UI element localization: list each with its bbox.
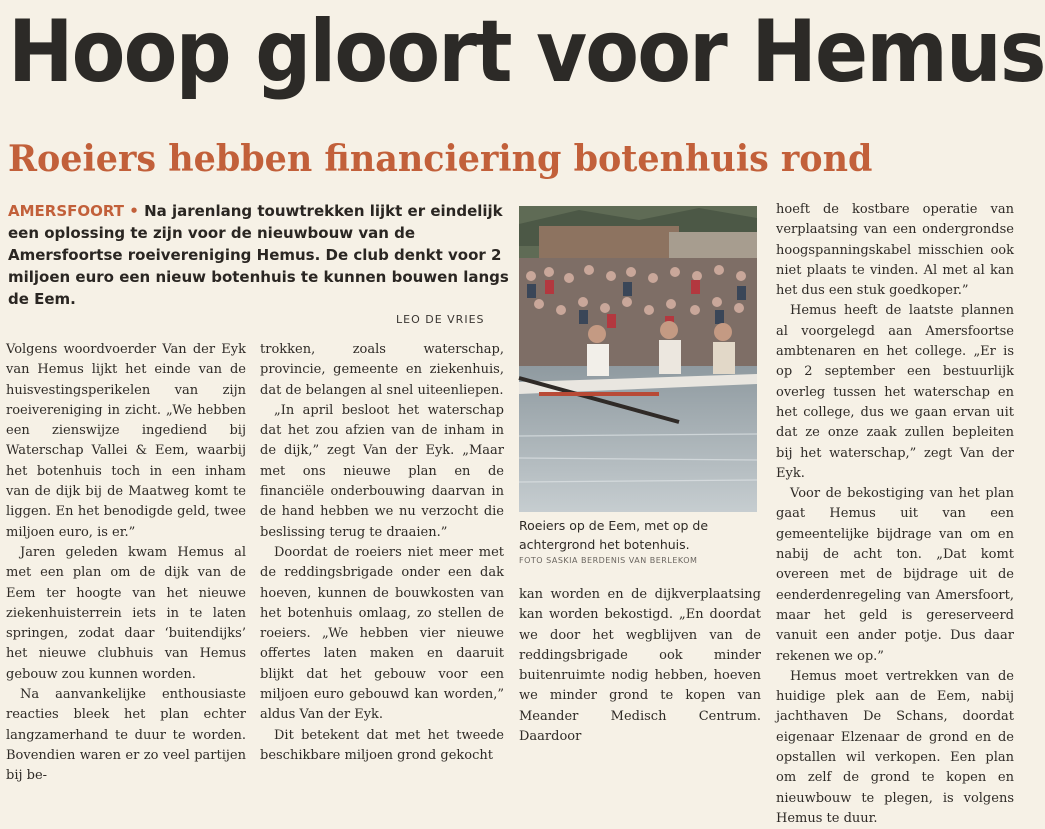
paragraph: Na aanvankelijke enthousiaste reacties bleek het plan echter langzamerhand te duur te worden. Bovendien waren er zo veel partijen bij be-: [6, 687, 246, 784]
paragraph: kan worden en de dijkverplaatsing kan worden bekostigd. „En doordat we door het wegblijven van de reddingsbrigade ook minder buitenruimte nodig hebben, hoeven we minder grond te kopen van Meander Medisch Centrum. Daardoor: [519, 587, 761, 745]
paragraph: Volgens woordvoerder Van der Eyk van Hemus lijkt het einde van de huisvestingsperikelen van zijn roeivereniging in zicht. „We hebben een zienswijze ingediend bij Waterschap Vallei & Eem, waarbij het botenhuis toch in een inham van de dijk bij de Maatweg komt te liggen. En het benodigde geld, twee miljoen euro, is er.”: [6, 342, 246, 540]
byline: LEO DE VRIES: [396, 313, 485, 326]
article-column-4: [776, 200, 1014, 826]
paragraph: Hemus heeft de laatste plannen al voorgelegd aan Amersfoortse ambtenaren en het college. „Er is op 2 september een bestuurlijk overleg tussen het waterschap en het college, dus we gaan ervan uit dat ze onze zaak zullen bepleiten bij het waterschap,” zegt Van der Eyk.: [776, 303, 1014, 481]
lead-text: Na jarenlang touwtrekken lijkt er eindelijk een oplossing te zijn voor de nieuwbouw van de Amersfoortse roeivereniging Hemus. De club denkt voor 2 miljoen euro een nieuw botenhuis te kunnen bouwen langs de Eem.: [8, 202, 509, 308]
photo-credit: FOTO SASKIA BERDENIS VAN BERLEKOM: [519, 556, 698, 565]
paragraph: hoeft de kostbare operatie van verplaatsing van een ondergrondse hoogspanningskabel misschien ook niet plaats te vinden. Al met al kan het dus een stuk goedkoper.”: [776, 202, 1014, 299]
headline: Hoop gloort voor Hemus: [8, 2, 1045, 102]
rowing-photo: [519, 206, 757, 512]
article-column-3: [519, 585, 761, 745]
article-column-1: [6, 340, 246, 784]
article-column-2: [260, 340, 504, 763]
paragraph: trokken, zoals waterschap, provincie, gemeente en ziekenhuis, dat de belangen al snel uiteenliepen.: [260, 342, 504, 398]
paragraph: Jaren geleden kwam Hemus al met een plan om de dijk van de Eem ter hoogte van het nieuwe ziekenhuisterrein iets in te laten springen, zodat daar ‘buitendijks’ het nieuwe clubhuis van Hemus gebouw zou kunnen worden.: [6, 544, 246, 682]
subheadline: Roeiers hebben financiering botenhuis rond: [8, 138, 873, 180]
dateline-bullet: •: [129, 202, 139, 220]
paragraph: Dit betekent dat met het tweede beschikbare miljoen grond gekocht: [260, 727, 504, 763]
paragraph: Doordat de roeiers niet meer met de reddingsbrigade onder een dak hoeven, kunnen de bouwkosten van het botenhuis omlaag, zo stellen de roeiers. „We hebben vier nieuwe offertes laten maken en daaruit blijkt dat het gebouw voor een miljoen euro gebouwd kan worden,” aldus Van der Eyk.: [260, 544, 504, 723]
paragraph: „In april besloot het waterschap dat het zou afzien van de inham in de dijk,” zegt Van der Eyk. „Maar met ons nieuwe plan en de financiële onderbouwing daarvan in de hand hebben we nu verzocht die beslissing terug te draaien.”: [260, 402, 504, 540]
paragraph: Hemus moet vertrekken van de huidige plek aan de Eem, nabij jachthaven De Schans, doordat eigenaar Elzenaar de grond en de opstallen wil verkopen. Een plan om zelf de grond te kopen en nieuwbouw te plegen, is volgens Hemus te duur.: [776, 668, 1014, 826]
photo-caption: Roeiers op de Eem, met op de achtergrond het botenhuis.: [519, 518, 709, 552]
paragraph: Voor de bekostiging van het plan gaat Hemus uit van een gemeentelijke bijdrage van om en nabij de acht ton. „Dat komt overeen met de bijdrage uit de eenderdenregeling van Amersfoort, maar het geld is gereserveerd vanuit een ander potje. Dus daar rekenen we op.”: [776, 486, 1014, 664]
dateline: AMERSFOORT: [8, 202, 124, 220]
lead-paragraph: [8, 200, 510, 310]
rowing-photo-illustration: [519, 206, 757, 512]
